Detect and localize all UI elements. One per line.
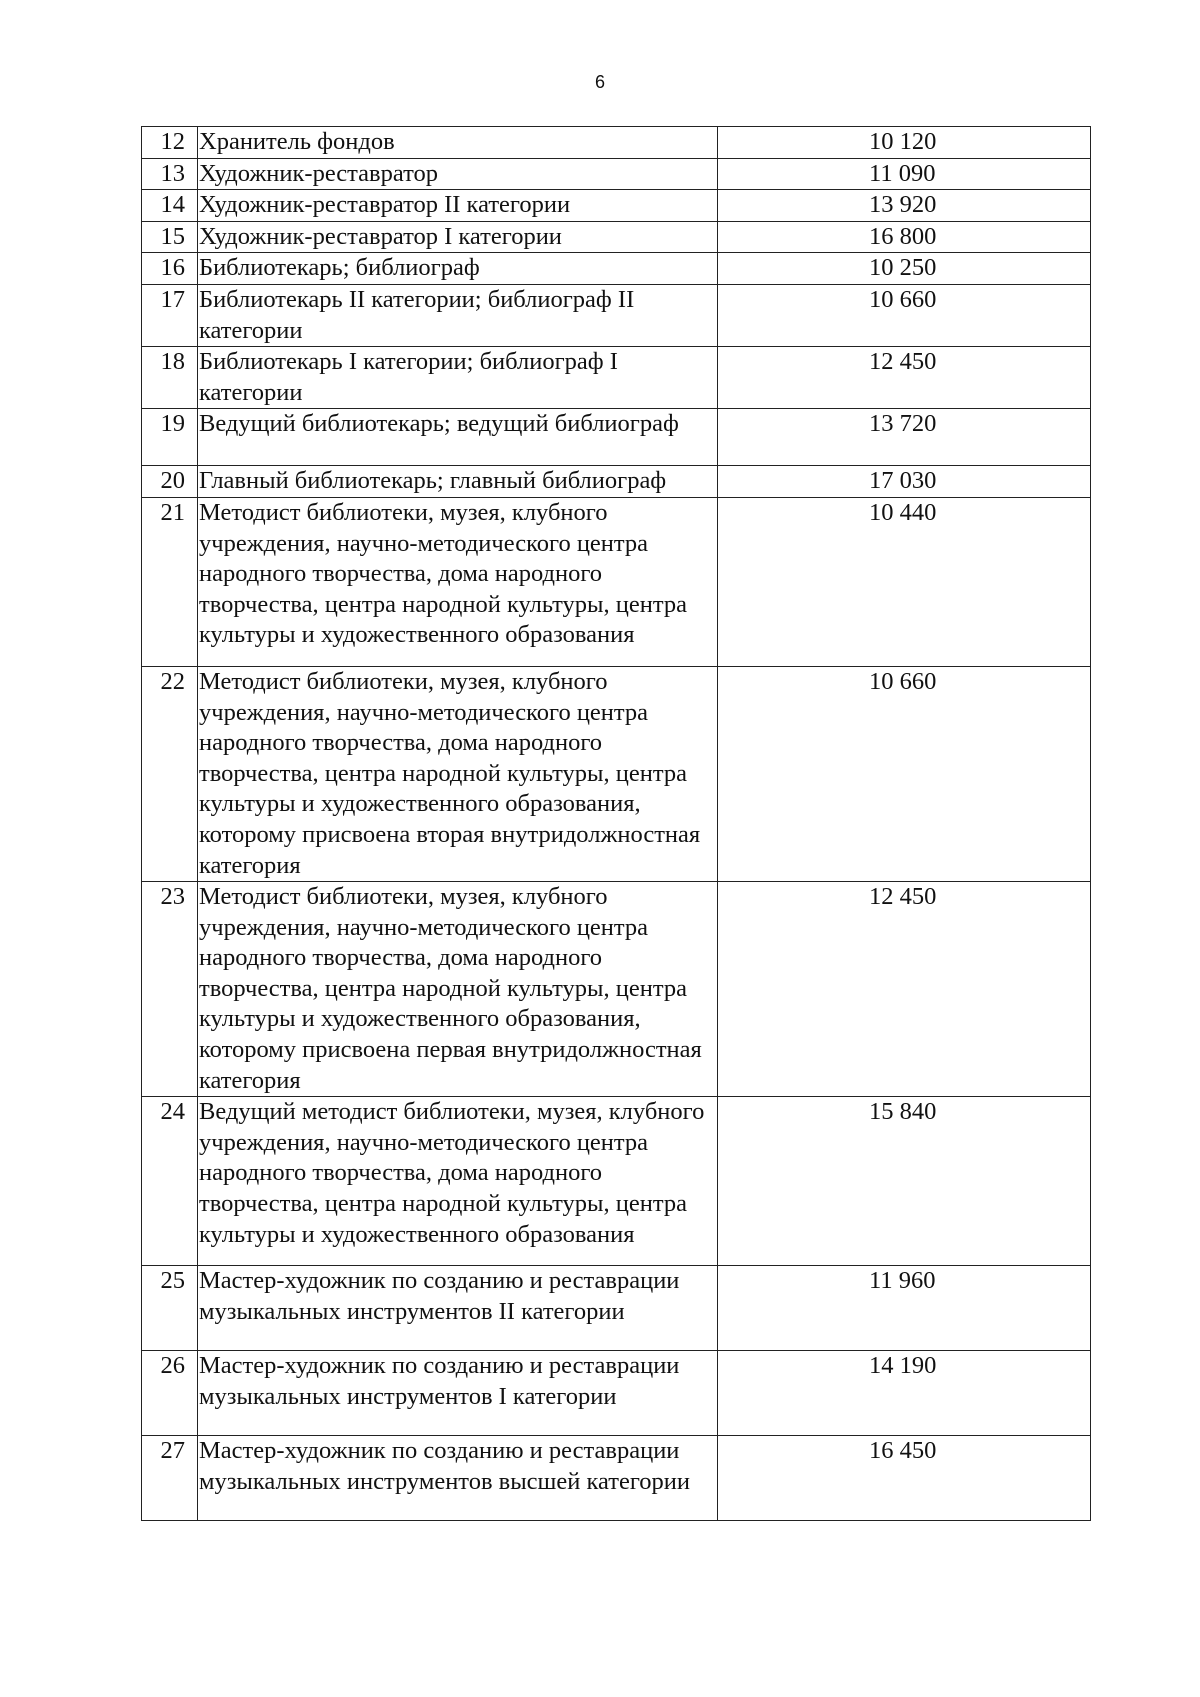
salary-amount: 14 190 (718, 1351, 1091, 1436)
row-number: 15 (142, 221, 198, 253)
salary-amount: 10 440 (718, 497, 1091, 666)
table-row (142, 190, 1091, 222)
row-number: 16 (142, 253, 198, 285)
position-title: Хранитель фондов (198, 127, 718, 159)
row-number: 13 (142, 158, 198, 190)
position-title: Мастер-художник по созданию и реставрации музыкальных инструментов высшей категории (198, 1436, 718, 1521)
position-title: Библиотекарь I категории; библиограф I категории (198, 347, 718, 409)
position-title: Художник-реставратор I категории (198, 221, 718, 253)
salary-amount: 12 450 (718, 347, 1091, 409)
position-title: Мастер-художник по созданию и реставрации музыкальных инструментов II категории (198, 1266, 718, 1351)
row-number: 27 (142, 1436, 198, 1521)
position-title: Главный библиотекарь; главный библиограф (198, 466, 718, 498)
row-number: 23 (142, 882, 198, 1097)
row-number: 25 (142, 1266, 198, 1351)
table-row (142, 1436, 1091, 1521)
table-row (142, 666, 1091, 881)
row-number: 24 (142, 1097, 198, 1266)
position-title: Художник-реставратор II категории (198, 190, 718, 222)
row-number: 12 (142, 127, 198, 159)
position-title: Художник-реставратор (198, 158, 718, 190)
position-title: Ведущий методист библиотеки, музея, клубного учреждения, научно-методического центра народного творчества, дома народного творчества, центра народной культуры, центра культуры и художественного образования (198, 1097, 718, 1266)
position-title: Методист библиотеки, музея, клубного учреждения, научно-методического центра народного творчества, дома народного творчества, центра народной культуры, центра культуры и художественного образования, которому присвоена вторая внутридолжностная категория (198, 666, 718, 881)
row-number: 20 (142, 466, 198, 498)
row-number: 17 (142, 284, 198, 346)
row-number: 22 (142, 666, 198, 881)
position-title: Библиотекарь; библиограф (198, 253, 718, 285)
table-row (142, 347, 1091, 409)
salary-amount: 11 960 (718, 1266, 1091, 1351)
table-row (142, 882, 1091, 1097)
row-number: 14 (142, 190, 198, 222)
table-row (142, 466, 1091, 498)
table-row (142, 253, 1091, 285)
salary-amount: 15 840 (718, 1097, 1091, 1266)
table-row (142, 284, 1091, 346)
table-row (142, 1351, 1091, 1436)
salary-amount: 10 250 (718, 253, 1091, 285)
table-row (142, 409, 1091, 466)
salary-amount: 17 030 (718, 466, 1091, 498)
salary-amount: 12 450 (718, 882, 1091, 1097)
position-title: Мастер-художник по созданию и реставрации музыкальных инструментов I категории (198, 1351, 718, 1436)
table-row (142, 221, 1091, 253)
salary-amount: 10 660 (718, 666, 1091, 881)
position-title: Ведущий библиотекарь; ведущий библиограф (198, 409, 718, 466)
position-title: Методист библиотеки, музея, клубного учреждения, научно-методического центра народного творчества, дома народного творчества, центра народной культуры, центра культуры и художественного образования, которому присвоена первая внутридолжностная категория (198, 882, 718, 1097)
table-row (142, 127, 1091, 159)
salary-amount: 13 920 (718, 190, 1091, 222)
row-number: 21 (142, 497, 198, 666)
salary-table-body (142, 127, 1091, 1521)
salary-amount: 13 720 (718, 409, 1091, 466)
salary-amount: 16 800 (718, 221, 1091, 253)
row-number: 18 (142, 347, 198, 409)
page-number: 6 (594, 72, 605, 92)
salary-table (141, 126, 1091, 1521)
row-number: 19 (142, 409, 198, 466)
position-title: Библиотекарь II категории; библиограф II категории (198, 284, 718, 346)
salary-amount: 10 120 (718, 127, 1091, 159)
salary-amount: 11 090 (718, 158, 1091, 190)
salary-amount: 10 660 (718, 284, 1091, 346)
table-row (142, 1097, 1091, 1266)
row-number: 26 (142, 1351, 198, 1436)
table-row (142, 158, 1091, 190)
position-title: Методист библиотеки, музея, клубного учреждения, научно-методического центра народного творчества, дома народного творчества, центра народной культуры, центра культуры и художественного образования (198, 497, 718, 666)
salary-amount: 16 450 (718, 1436, 1091, 1521)
table-row (142, 497, 1091, 666)
table-row (142, 1266, 1091, 1351)
